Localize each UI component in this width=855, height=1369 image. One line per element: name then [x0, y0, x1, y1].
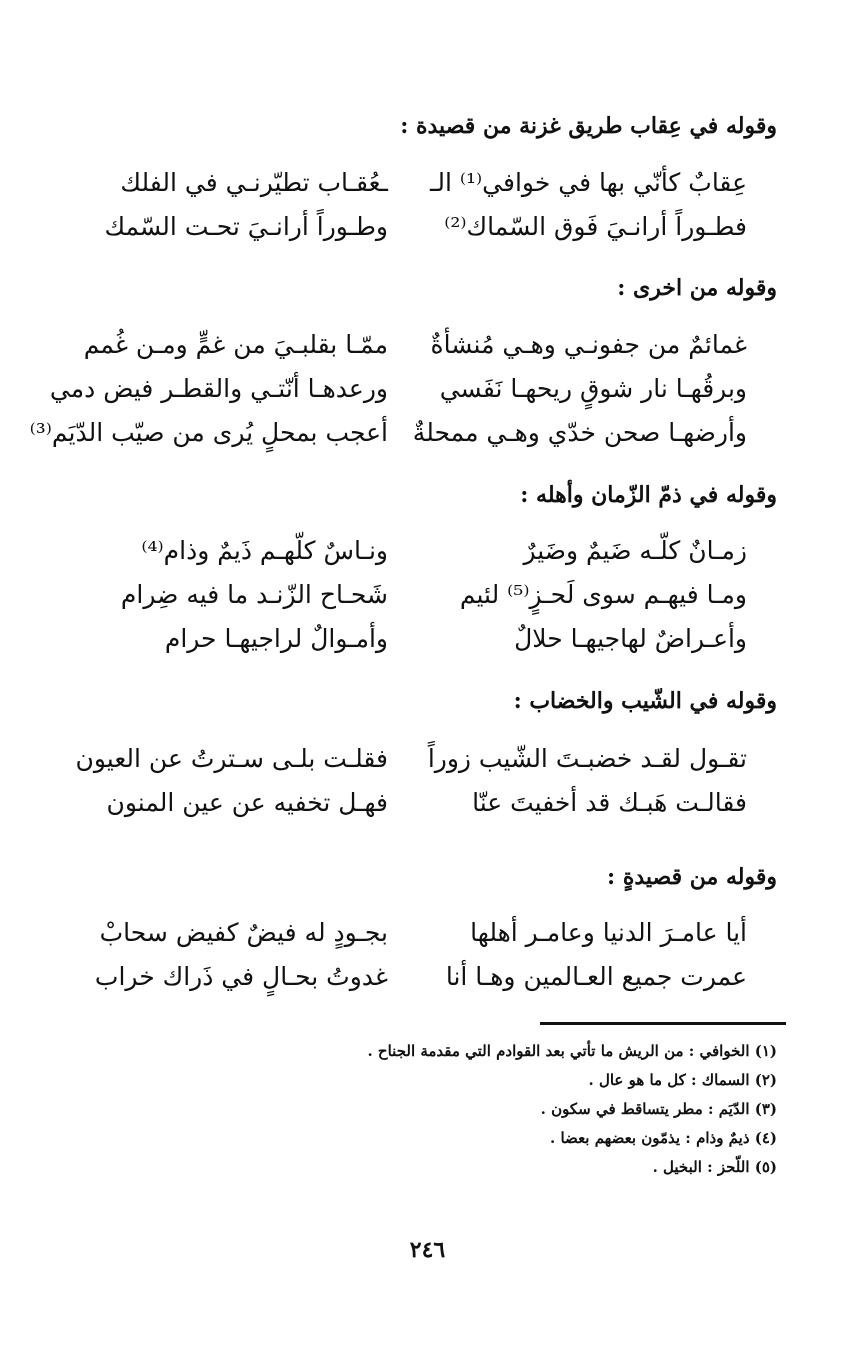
footnote: (١) الخوافي : من الريش ما تأتي بعد القوادم التي مقدمة الجناح . — [367, 1042, 777, 1060]
verse-second-hemistich: ورعدهـا أنّتـي والقطـر فيض دمي — [49, 374, 388, 403]
section-heading: وقوله في ذمّ الزّمان وأهله : — [520, 482, 777, 508]
section-heading: وقوله من قصيدةٍ : — [607, 864, 777, 890]
footnote: (٤) ذيمٌ وذام : يذمّون بعضهم بعضا . — [550, 1129, 777, 1147]
verse-second-hemistich: شَحـاح الزّنـد ما فيه ضِرام — [120, 580, 388, 609]
verse-first-hemistich: عمرت جميع العـالمين وهـا أنا — [445, 962, 747, 991]
verse-first-hemistich: وبرقُهـا نار شوقٍ ريحهـا نَفَسي — [439, 374, 747, 403]
verse-first-hemistich: عِقابٌ كأنّي بها في خوافي⁽¹⁾ الـ — [430, 168, 747, 197]
verse-first-hemistich: فقالـت هَبـك قد أخفيتَ عنّا — [472, 788, 747, 817]
verse-first-hemistich: زمـانٌ كلّـه ضَيمٌ وضَيرٌ — [523, 536, 747, 565]
section-heading: وقوله من اخرى : — [617, 275, 777, 301]
verse-second-hemistich: ممّـا بقلبـيَ من غمٍّ ومـن غُمم — [83, 330, 388, 359]
verse-first-hemistich: غمائمٌ من جفونـي وهـي مُنشأةٌ — [430, 330, 747, 359]
verse-second-hemistich: فقلـت بلـى سـترتُ عن العيون — [75, 744, 388, 773]
verse-first-hemistich: وأرضهـا صحن خدّي وهـي ممحلةٌ — [412, 418, 747, 447]
verse-first-hemistich: فطـوراً أرانـيَ فَوق السّماك⁽²⁾ — [444, 212, 747, 241]
verse-second-hemistich: غدوتُ بحـالٍ في ذَراك خراب — [94, 962, 388, 991]
page-number: ٢٤٦ — [409, 1237, 446, 1263]
footnote: (٢) السماك : كل ما هو عال . — [588, 1071, 777, 1089]
footnote: (٥) اللّحز : البخيل . — [652, 1158, 777, 1176]
verse-second-hemistich: بجـودٍ له فيضٌ كفيض سحابْ — [99, 918, 388, 947]
verse-first-hemistich: أيا عامـرَ الدنيا وعامـر أهلها — [470, 918, 747, 947]
verse-second-hemistich: فهـل تخفيه عن عين المنون — [106, 788, 388, 817]
footnote: (٣) الدّيَم : مطر يتساقط في سكون . — [540, 1100, 777, 1118]
verse-second-hemistich: وأمـوالٌ لراجيهـا حرام — [164, 624, 388, 653]
verse-second-hemistich: أعجب بمحلٍ يُرى من صيّب الدّيَم⁽³⁾ — [29, 418, 388, 447]
verse-second-hemistich: وطـوراً أرانـيَ تحـت السّمك — [104, 212, 388, 241]
verse-first-hemistich: وأعـراضٌ لهاجيهـا حلالٌ — [514, 624, 747, 653]
section-heading: وقوله في الشّيب والخضاب : — [513, 688, 777, 714]
footnote-divider — [540, 1022, 786, 1025]
verse-first-hemistich: ومـا فيهـم سوى لَحـزٍ⁽⁵⁾ لئيم — [459, 580, 747, 609]
section-heading: وقوله في عِقاب طريق غزنة من قصيدة : — [400, 113, 777, 139]
verse-second-hemistich: ونـاسٌ كلّهـم ذَيمٌ وذام⁽⁴⁾ — [141, 536, 388, 565]
verse-first-hemistich: تقـول لقـد خضبـتَ الشّيب زوراً — [427, 744, 747, 773]
verse-second-hemistich: ـعُقـاب تطيّرنـي في الفلك — [120, 168, 388, 197]
